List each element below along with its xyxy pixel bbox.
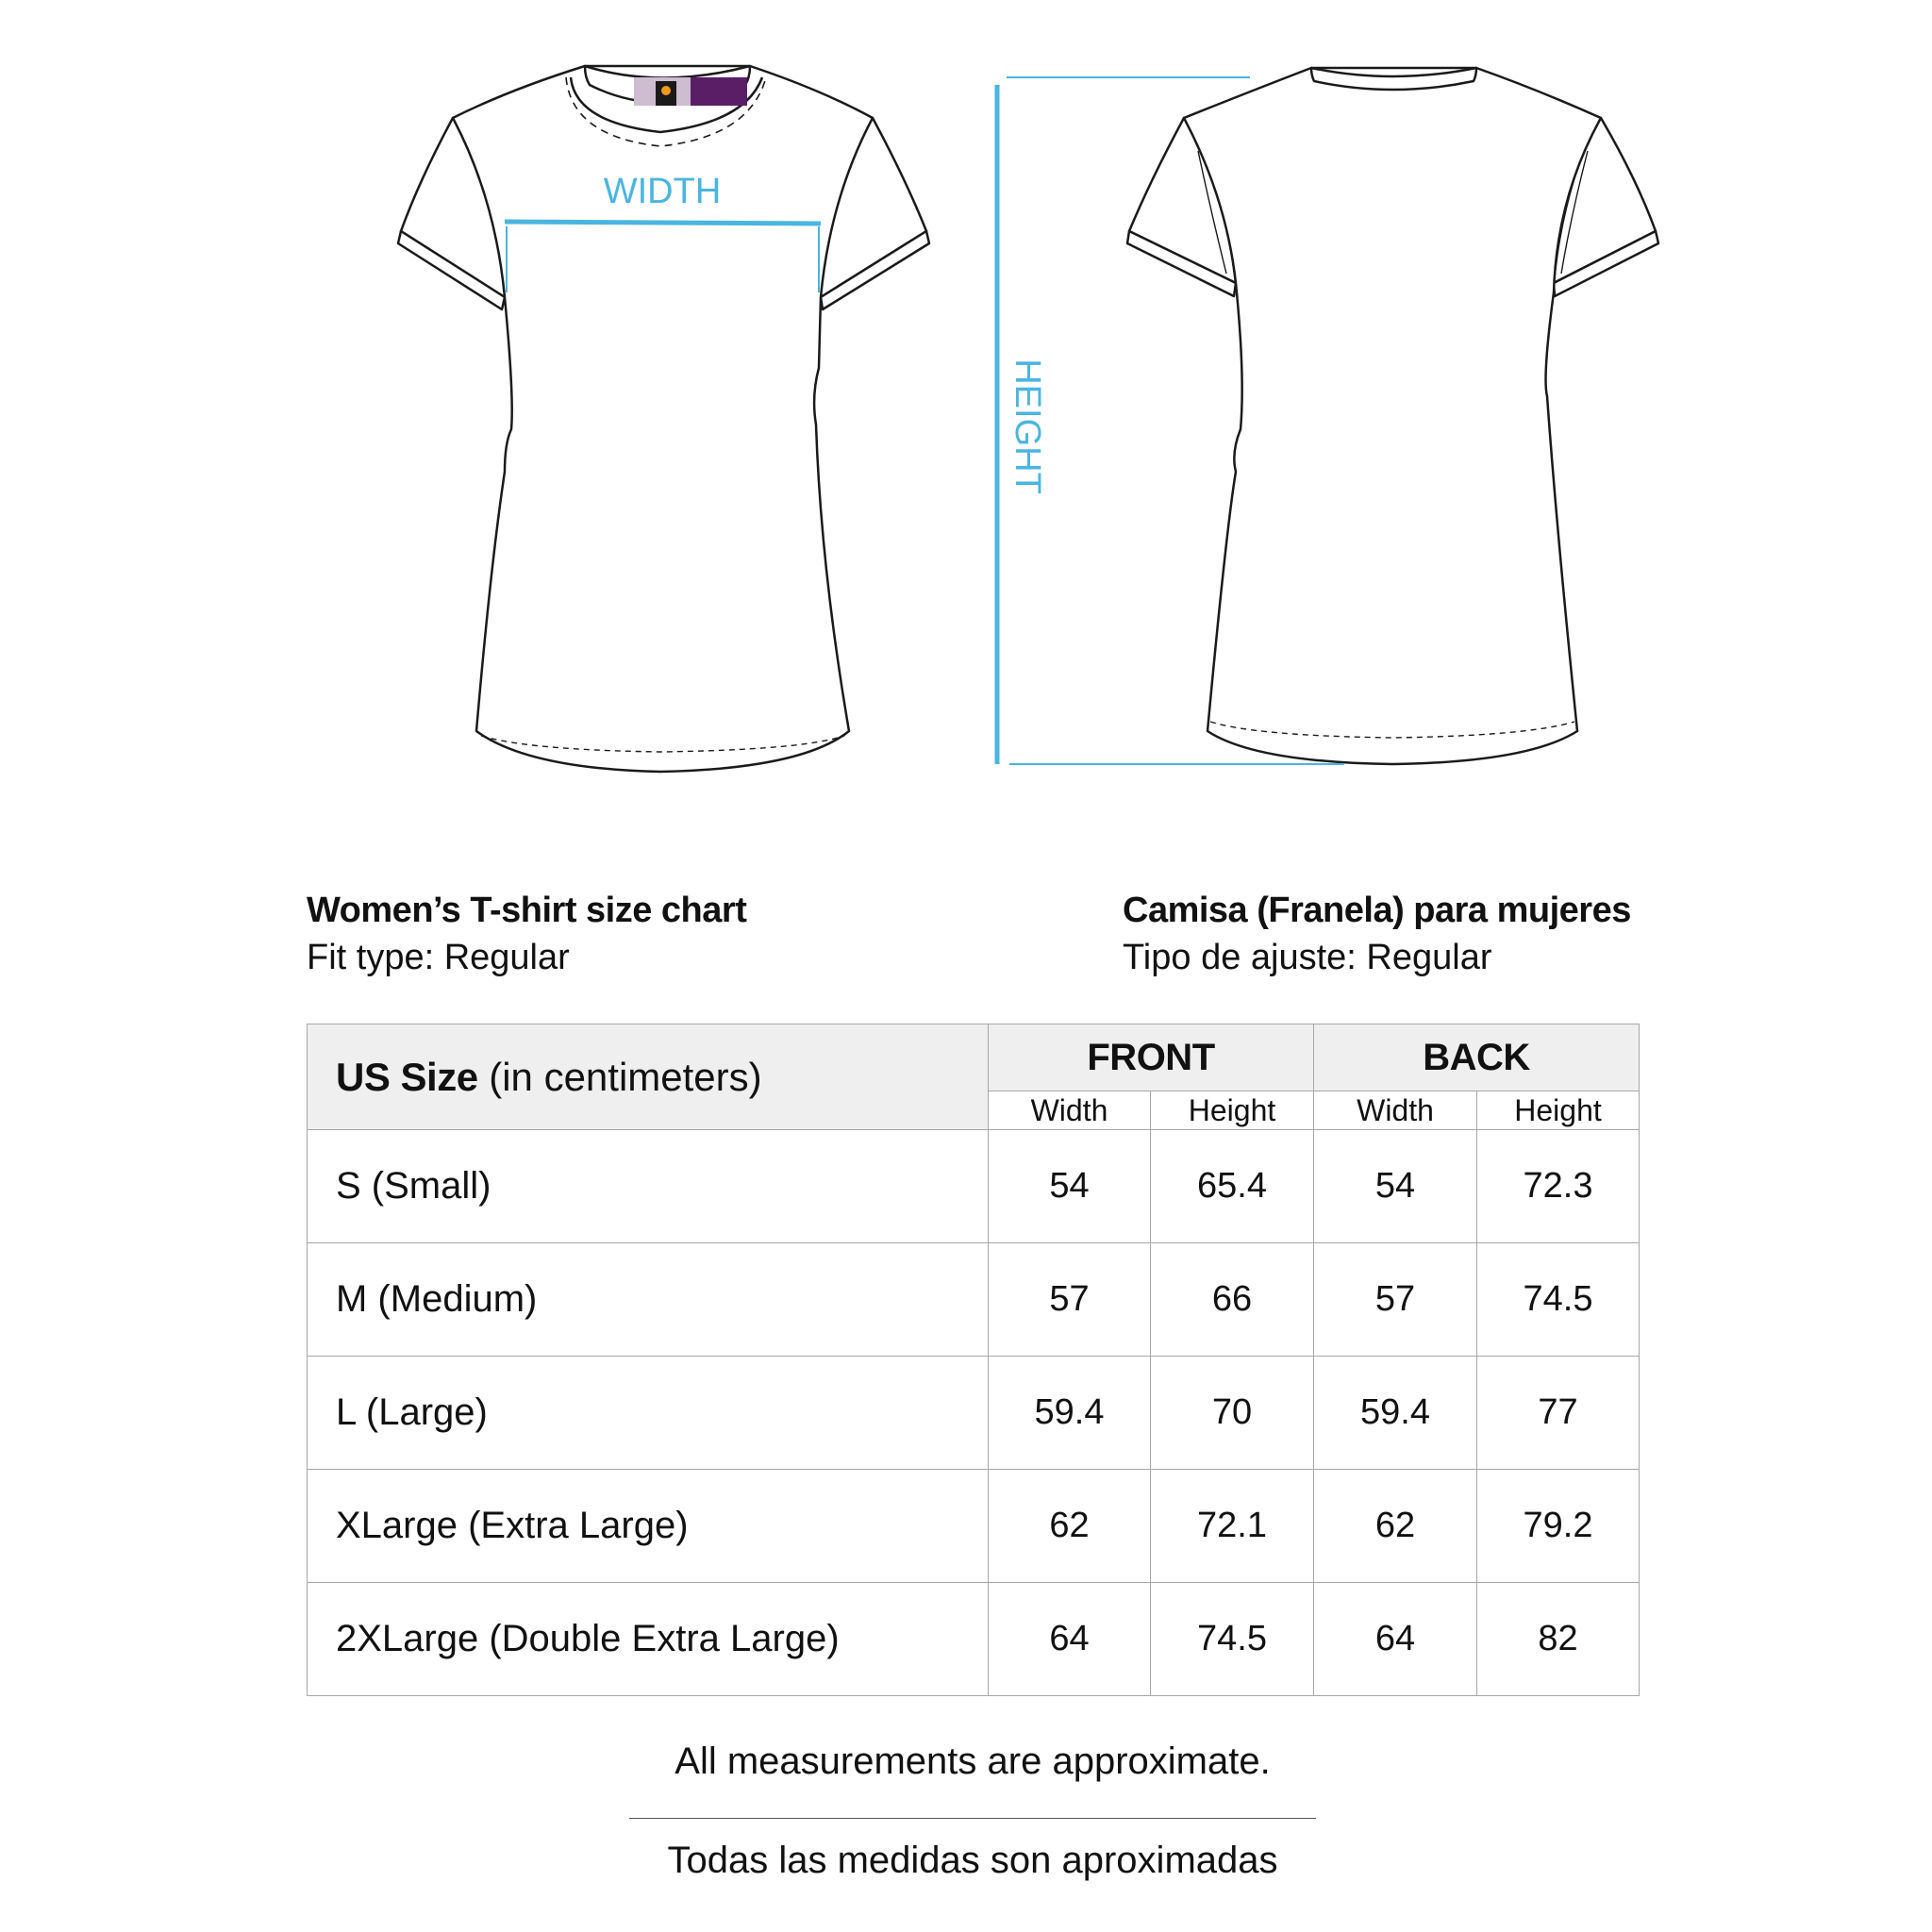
- table-cell: 57: [1314, 1243, 1477, 1357]
- table-row: [308, 1243, 1640, 1357]
- us-size-header: [308, 1024, 989, 1130]
- width-label: WIDTH: [603, 172, 722, 211]
- size-label: XLarge (Extra Large): [308, 1470, 989, 1583]
- height-label: HEIGHT: [1008, 358, 1047, 494]
- table-cell: 62: [1314, 1470, 1477, 1583]
- size-label: M (Medium): [308, 1243, 989, 1357]
- table-cell: 72.3: [1477, 1130, 1640, 1243]
- info-english: [307, 887, 746, 981]
- neck-label: [634, 77, 747, 106]
- table-cell: 65.4: [1151, 1130, 1314, 1243]
- footer-note-en: All measurements are approximate.: [675, 1740, 1271, 1782]
- front-height-header: Height: [1151, 1091, 1314, 1130]
- table-row: [308, 1130, 1640, 1243]
- front-header: FRONT: [989, 1024, 1314, 1091]
- info-spanish: [1123, 887, 1631, 981]
- size-label: 2XLarge (Double Extra Large): [308, 1583, 989, 1696]
- table-row: [308, 1470, 1640, 1583]
- chart-title-es: Camisa (Franela) para mujeres: [1123, 891, 1631, 930]
- footer-divider: [629, 1818, 1316, 1819]
- back-height-header: Height: [1477, 1091, 1640, 1130]
- size-label: S (Small): [308, 1130, 989, 1243]
- table-cell: 54: [989, 1130, 1151, 1243]
- table-cell: 79.2: [1477, 1470, 1640, 1583]
- fit-type-es: Tipo de ajuste: Regular: [1123, 938, 1492, 977]
- table-cell: 57: [989, 1243, 1151, 1357]
- table-row: [308, 1357, 1640, 1470]
- table-cell: 72.1: [1151, 1470, 1314, 1583]
- footer-note-es: Todas las medidas son aproximadas: [667, 1840, 1278, 1881]
- table-cell: 82: [1477, 1583, 1640, 1696]
- table-cell: 64: [1314, 1583, 1477, 1696]
- table-cell: 64: [989, 1583, 1151, 1696]
- table-cell: 66: [1151, 1243, 1314, 1357]
- table-cell: 74.5: [1477, 1243, 1640, 1357]
- table-cell: 70: [1151, 1357, 1314, 1470]
- back-width-header: Width: [1314, 1091, 1477, 1130]
- size-chart-table: [307, 1024, 1640, 1696]
- table-cell: 62: [989, 1470, 1151, 1583]
- us-size-unit: (in centimeters): [477, 1054, 762, 1099]
- table-cell: 77: [1477, 1357, 1640, 1470]
- table-cell: 59.4: [989, 1357, 1151, 1470]
- tshirt-diagram: [0, 0, 1932, 830]
- us-size-label: US Size: [336, 1054, 478, 1099]
- chart-title-en: Women’s T-shirt size chart: [307, 891, 747, 930]
- table-cell: 59.4: [1314, 1357, 1477, 1470]
- fit-type-en: Fit type: Regular: [307, 938, 570, 977]
- back-tshirt-drawing: [1127, 68, 1658, 764]
- table-cell: 74.5: [1151, 1583, 1314, 1696]
- size-label: L (Large): [308, 1357, 989, 1470]
- table-row: [308, 1583, 1640, 1696]
- table-cell: 54: [1314, 1130, 1477, 1243]
- back-header: BACK: [1314, 1024, 1640, 1091]
- front-width-header: Width: [989, 1091, 1151, 1130]
